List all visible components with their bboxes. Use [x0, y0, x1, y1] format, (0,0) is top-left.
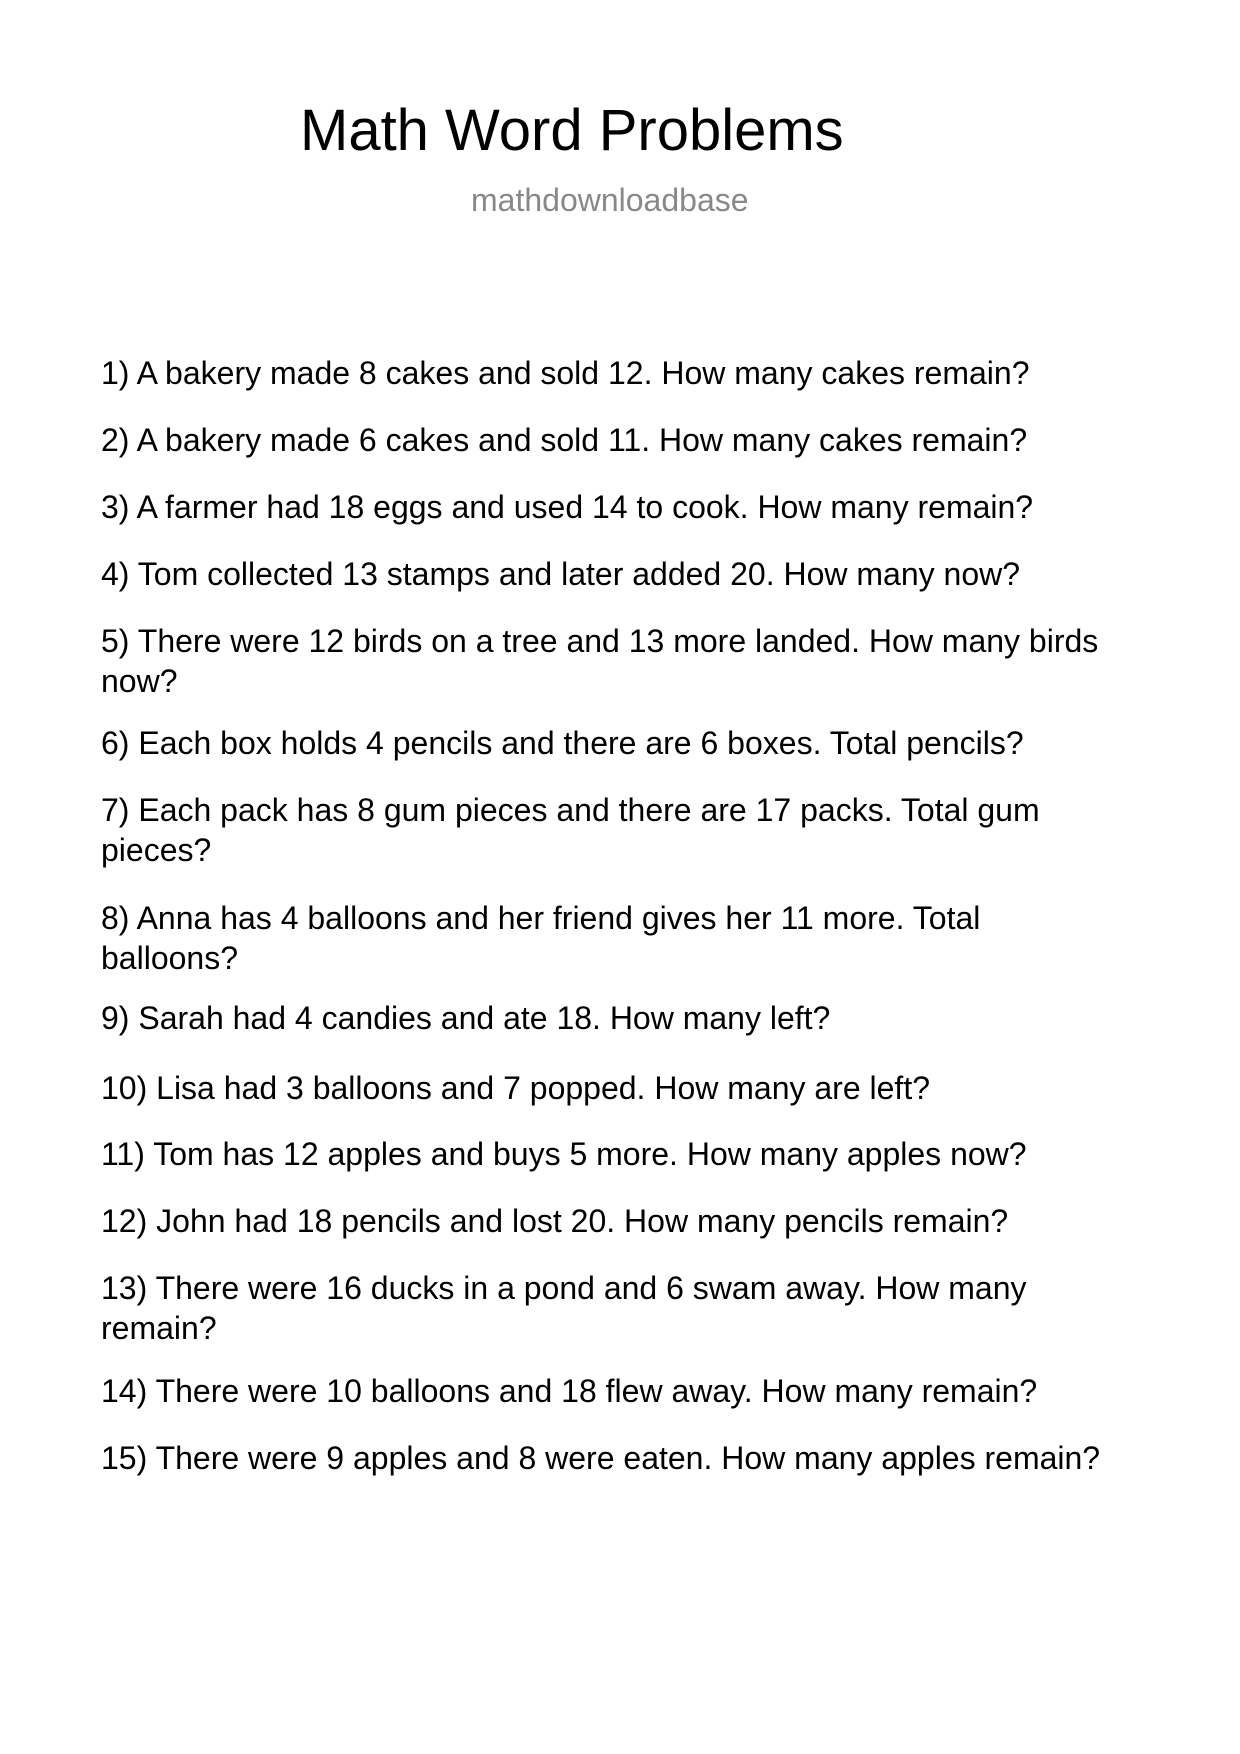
problem-item: 5) There were 12 birds on a tree and 13 more landed. How many birds now? [101, 623, 1099, 699]
problem-item: 8) Anna has 4 balloons and her friend gives her 11 more. Total balloons? [101, 900, 981, 976]
problem-item: 6) Each box holds 4 pencils and there are 6 boxes. Total pencils? [101, 725, 1024, 761]
problem-item: 3) A farmer had 18 eggs and used 14 to cook. How many remain? [101, 489, 1034, 525]
problem-item: 13) There were 16 ducks in a pond and 6 swam away. How many remain? [101, 1270, 1027, 1346]
page-title: Math Word Problems [300, 98, 844, 163]
problem-item: 11) Tom has 12 apples and buys 5 more. How many apples now? [101, 1136, 1027, 1172]
problem-item: 14) There were 10 balloons and 18 flew away. How many remain? [101, 1373, 1038, 1409]
problem-item: 2) A bakery made 6 cakes and sold 11. How many cakes remain? [101, 422, 1028, 458]
problem-item: 10) Lisa had 3 balloons and 7 popped. How many are left? [101, 1070, 930, 1106]
problem-item: 12) John had 18 pencils and lost 20. How many pencils remain? [101, 1203, 1009, 1239]
problem-item: 1) A bakery made 8 cakes and sold 12. How many cakes remain? [101, 355, 1030, 391]
source-subtitle: mathdownloadbase [471, 182, 749, 218]
problem-item: 9) Sarah had 4 candies and ate 18. How many left? [101, 1000, 831, 1036]
problem-item: 15) There were 9 apples and 8 were eaten. How many apples remain? [101, 1440, 1101, 1476]
problem-item: 7) Each pack has 8 gum pieces and there are 17 packs. Total gum pieces? [101, 792, 1040, 868]
problem-item: 4) Tom collected 13 stamps and later added 20. How many now? [101, 556, 1021, 592]
